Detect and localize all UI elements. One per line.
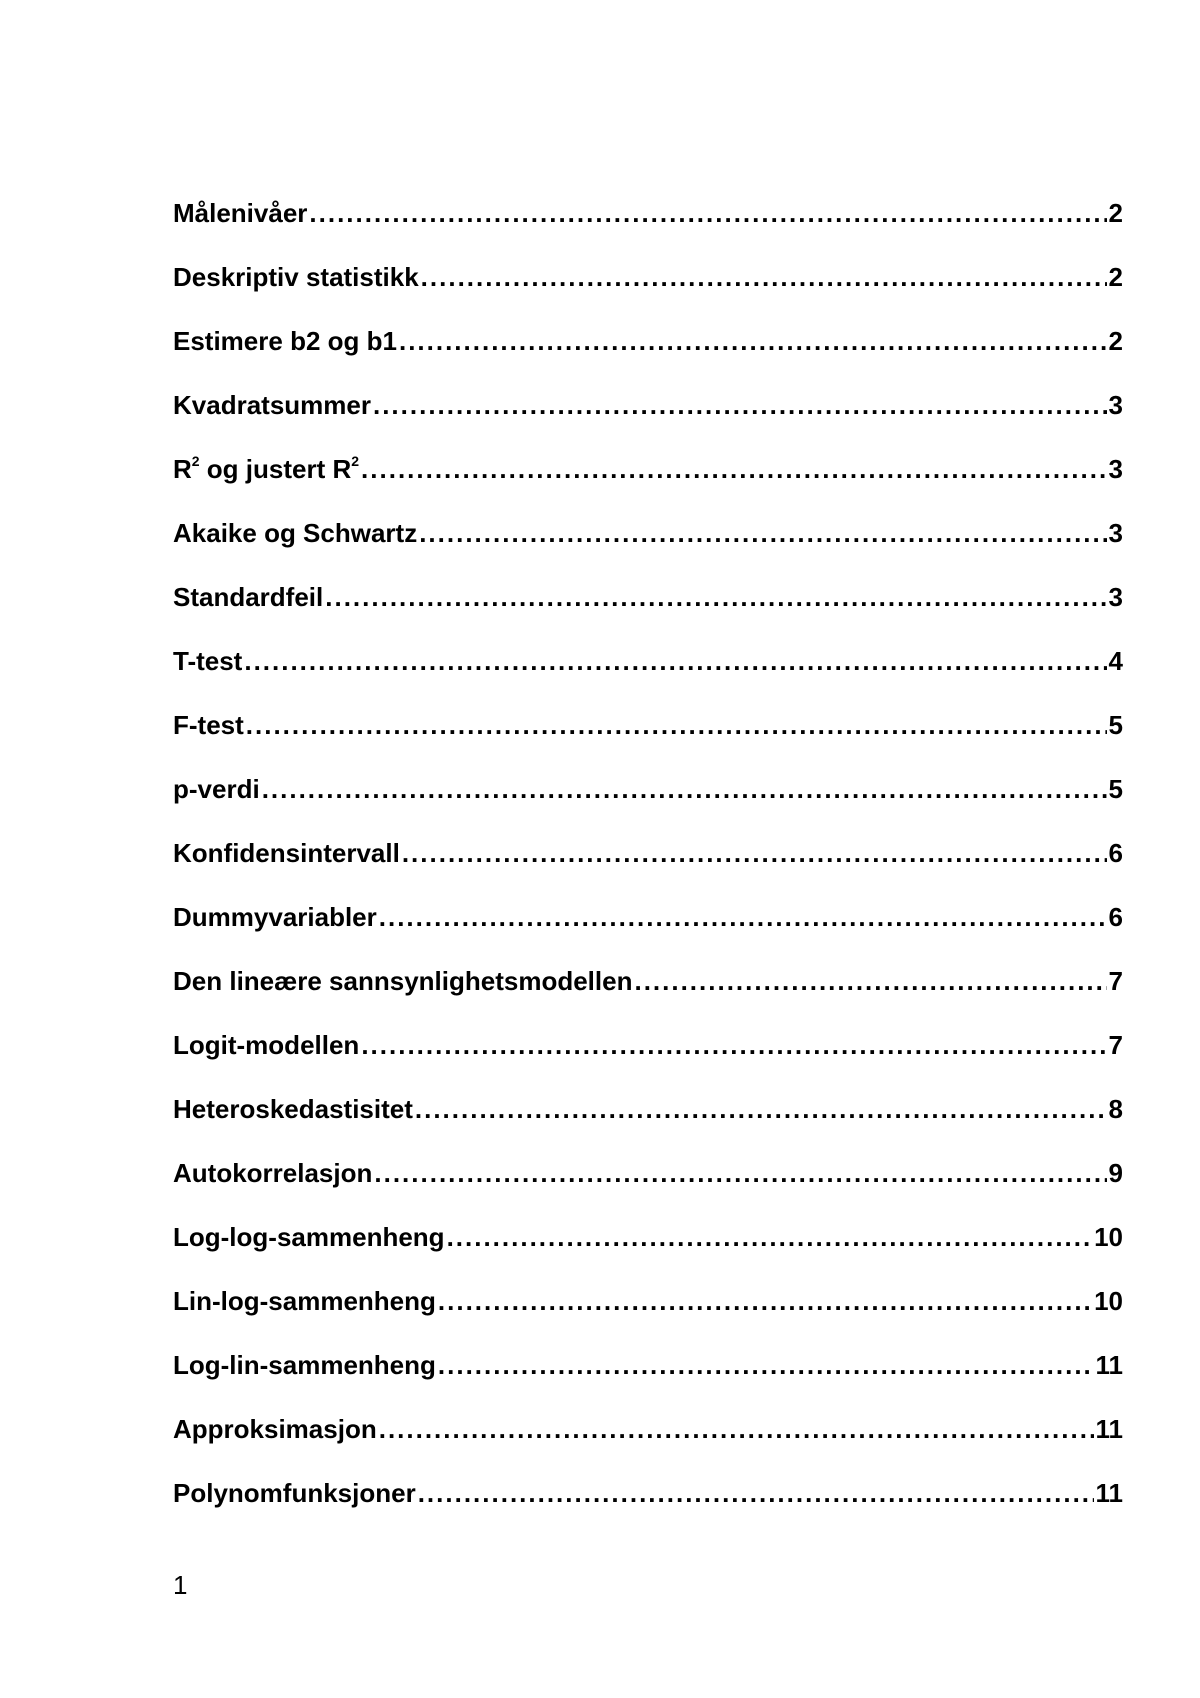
toc-entry-p-verdi[interactable]	[173, 774, 1123, 838]
toc-entry-den-lineaere-sannsynlighetsmodellen[interactable]	[173, 966, 1123, 1030]
toc-entry-polynomfunksjoner[interactable]	[173, 1478, 1123, 1542]
toc-entry-konfidensintervall[interactable]	[173, 838, 1123, 902]
toc-entry-title: Heteroskedastisitet	[173, 1094, 413, 1124]
toc-entry-title: F-test	[173, 710, 244, 740]
toc-entry-heteroskedastisitet[interactable]	[173, 1094, 1123, 1158]
toc-entry-page: 5	[1108, 774, 1123, 804]
page-number: 1	[173, 1570, 188, 1600]
toc-dot-leader	[379, 902, 1107, 933]
toc-entry-title: Estimere b2 og b1	[173, 326, 397, 356]
toc-entry-page: 2	[1108, 198, 1123, 228]
toc-dot-leader	[244, 646, 1106, 677]
toc-entry-dummyvariabler[interactable]	[173, 902, 1123, 966]
toc-dot-leader	[325, 582, 1106, 613]
toc-entry-page: 8	[1108, 1094, 1123, 1124]
toc-entry-page: 10	[1094, 1222, 1123, 1252]
toc-entry-estimere-b2-og-b1[interactable]	[173, 326, 1123, 390]
toc-entry-autokorrelasjon[interactable]	[173, 1158, 1123, 1222]
toc-entry-approksimasjon[interactable]	[173, 1414, 1123, 1478]
toc-entry-page: 4	[1108, 646, 1123, 676]
toc-entry-title: Lin-log-sammenheng	[173, 1286, 436, 1316]
toc-entry-title: Kvadratsummer	[173, 390, 371, 420]
toc-entry-logit-modellen[interactable]	[173, 1030, 1123, 1094]
toc-entry-title: Log-lin-sammenheng	[173, 1350, 436, 1380]
toc-entry-standardfeil[interactable]	[173, 582, 1123, 646]
toc-entry-page: 11	[1095, 1414, 1123, 1444]
toc-dot-leader	[379, 1414, 1094, 1445]
toc-entry-title: Approksimasjon	[173, 1414, 377, 1444]
toc-entry-page: 2	[1108, 326, 1123, 356]
toc-entry-t-test[interactable]	[173, 646, 1123, 710]
toc-entry-lin-log-sammenheng[interactable]	[173, 1286, 1123, 1350]
toc-title-part: og justert R	[199, 454, 352, 484]
toc-entry-page: 6	[1108, 902, 1123, 932]
toc-entry-page: 2	[1108, 262, 1123, 292]
toc-dot-leader	[374, 1158, 1106, 1189]
toc-entry-kvadratsummer[interactable]	[173, 390, 1123, 454]
toc-title-part: R	[173, 454, 192, 484]
toc-entry-title: Deskriptiv statistikk	[173, 262, 419, 292]
toc-entry-title: Standardfeil	[173, 582, 324, 612]
toc-entry-title: Log-log-sammenheng	[173, 1222, 445, 1252]
toc-entry-title: T-test	[173, 646, 243, 676]
toc-entry-title: p-verdi	[173, 774, 260, 804]
toc-entry-title: Logit-modellen	[173, 1030, 360, 1060]
superscript: 2	[351, 453, 360, 469]
toc-entry-page: 7	[1108, 966, 1123, 996]
toc-entry-title: Konfidensintervall	[173, 838, 400, 868]
toc-dot-leader	[246, 710, 1107, 741]
toc-entry-log-lin-sammenheng[interactable]	[173, 1350, 1123, 1414]
toc-entry-akaike-og-schwartz[interactable]	[173, 518, 1123, 582]
toc-entry-page: 9	[1108, 1158, 1123, 1188]
toc-entry-page: 3	[1108, 582, 1123, 612]
superscript: 2	[191, 453, 200, 469]
toc-entry-title: Dummyvariabler	[173, 902, 377, 932]
toc-entry-log-log-sammenheng[interactable]	[173, 1222, 1123, 1286]
toc-dot-leader	[421, 262, 1107, 293]
toc-dot-leader	[262, 774, 1107, 805]
toc-entry-deskriptiv-statistikk[interactable]	[173, 262, 1123, 326]
toc-dot-leader	[418, 1478, 1094, 1509]
toc-dot-leader	[309, 198, 1106, 229]
toc-dot-leader	[419, 518, 1106, 549]
toc-entry-title: Akaike og Schwartz	[173, 518, 418, 548]
toc-entry-page: 6	[1108, 838, 1123, 868]
toc-entry-title	[173, 454, 359, 485]
toc-entry-title: Den lineære sannsynlighetsmodellen	[173, 966, 633, 996]
toc-dot-leader	[402, 838, 1107, 869]
toc-entry-page: 11	[1095, 1478, 1123, 1508]
toc-entry-title: Autokorrelasjon	[173, 1158, 373, 1188]
toc-dot-leader	[361, 454, 1106, 485]
toc-dot-leader	[399, 326, 1107, 357]
toc-dot-leader	[634, 966, 1106, 997]
toc-entry-page: 3	[1108, 454, 1123, 484]
table-of-contents	[173, 198, 1123, 1542]
toc-dot-leader	[447, 1222, 1093, 1253]
toc-entry-title: Polynomfunksjoner	[173, 1478, 416, 1508]
toc-entry-f-test[interactable]	[173, 710, 1123, 774]
toc-entry-page: 7	[1108, 1030, 1123, 1060]
toc-entry-page: 5	[1108, 710, 1123, 740]
toc-entry-malenivaer[interactable]	[173, 198, 1123, 262]
toc-entry-r2-og-justert-r2[interactable]	[173, 454, 1123, 518]
toc-entry-title: Målenivåer	[173, 198, 308, 228]
toc-dot-leader	[373, 390, 1107, 421]
toc-entry-page: 3	[1108, 390, 1123, 420]
toc-entry-page: 11	[1095, 1350, 1123, 1380]
toc-entry-page: 10	[1094, 1286, 1123, 1316]
toc-dot-leader	[438, 1350, 1094, 1381]
toc-dot-leader	[361, 1030, 1106, 1061]
toc-dot-leader	[438, 1286, 1092, 1317]
toc-dot-leader	[415, 1094, 1107, 1125]
toc-entry-page: 3	[1108, 518, 1123, 548]
